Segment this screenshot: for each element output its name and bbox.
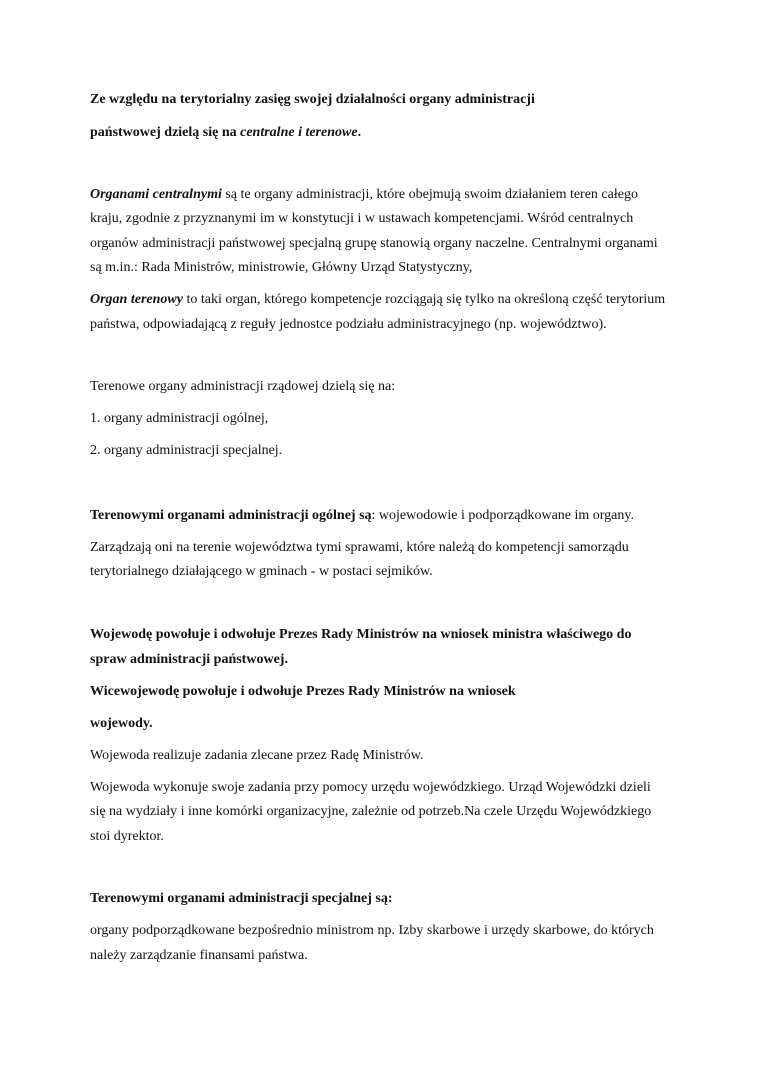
special-line-2: należy zarządzanie finansami państwa.	[90, 948, 308, 963]
central-line-3: organów administracji państwowej specjalną grupę stanowią organy naczelne. Centralnymi organami	[90, 236, 658, 251]
central-line-2: kraju, zgodnie z przyznanymi im w konstytucji i w ustawach kompetencjami. Wśród centralnych	[90, 211, 634, 226]
division-intro: Terenowe organy administracji rządowej dzielą się na:	[90, 379, 396, 394]
general-line-3: terytorialnego działającego w gminach - w postaci sejmików.	[90, 564, 433, 579]
general-line-2: Zarządzają oni na terenie województwa tymi sprawami, które należą do kompetencji samorządu	[90, 540, 629, 555]
intro-line-1: Ze względu na terytorialny zasięg swojej działalności organy administracji	[90, 92, 535, 107]
division-item-2: 2. organy administracji specjalnej.	[90, 443, 283, 458]
intro-emphasis: centralne i terenowe	[240, 125, 358, 140]
terenowy-line-2: państwa, odpowiadającą z reguły jednostce podziału administracyjnego (np. województwo).	[90, 317, 607, 332]
terenowy-term: Organ terenowy	[90, 292, 183, 307]
division-item-1: 1. organy administracji ogólnej,	[90, 411, 269, 426]
general-line-1: Terenowymi organami administracji ogólnej są: wojewodowie i podporządkowane im organy.	[90, 508, 634, 523]
central-line-4: są m.in.: Rada Ministrów, ministrowie, Główny Urząd Statystyczny,	[90, 260, 473, 275]
central-term: Organami centralnymi	[90, 187, 222, 202]
central-line-1: Organami centralnymi są te organy administracji, które obejmują swoim działaniem teren całego	[90, 187, 638, 202]
intro-line-2: państwowej dzielą się na centralne i terenowe.	[90, 125, 362, 140]
office-line-3: stoi dyrektor.	[90, 829, 164, 844]
vice-appoint-line-2: wojewody.	[90, 716, 153, 731]
special-heading: Terenowymi organami administracji specjalnej są:	[90, 891, 393, 906]
vice-appoint-line-1: Wicewojewodę powołuje i odwołuje Prezes Rady Ministrów na wniosek	[90, 684, 516, 699]
wojewoda-appoint-line-1: Wojewodę powołuje i odwołuje Prezes Rady Ministrów na wniosek ministra właściwego do	[90, 627, 632, 642]
special-line-1: organy podporządkowane bezpośrednio ministrom np. Izby skarbowe i urzędy skarbowe, do których	[90, 923, 654, 938]
general-term: Terenowymi organami administracji ogólnej są	[90, 508, 372, 523]
office-line-2: się na wydziały i inne komórki organizacyjne, zależnie od potrzeb.Na czele Urzędu Wojewódzkiego	[90, 804, 652, 819]
terenowy-line-1: Organ terenowy to taki organ, którego kompetencje rozciągają się tylko na określoną część terytorium	[90, 292, 666, 307]
wojewoda-tasks: Wojewoda realizuje zadania zlecane przez Radę Ministrów.	[90, 748, 424, 763]
office-line-1: Wojewoda wykonuje swoje zadania przy pomocy urzędu wojewódzkiego. Urząd Wojewódzki dzieli	[90, 780, 651, 795]
wojewoda-appoint-line-2: spraw administracji państwowej.	[90, 652, 288, 667]
